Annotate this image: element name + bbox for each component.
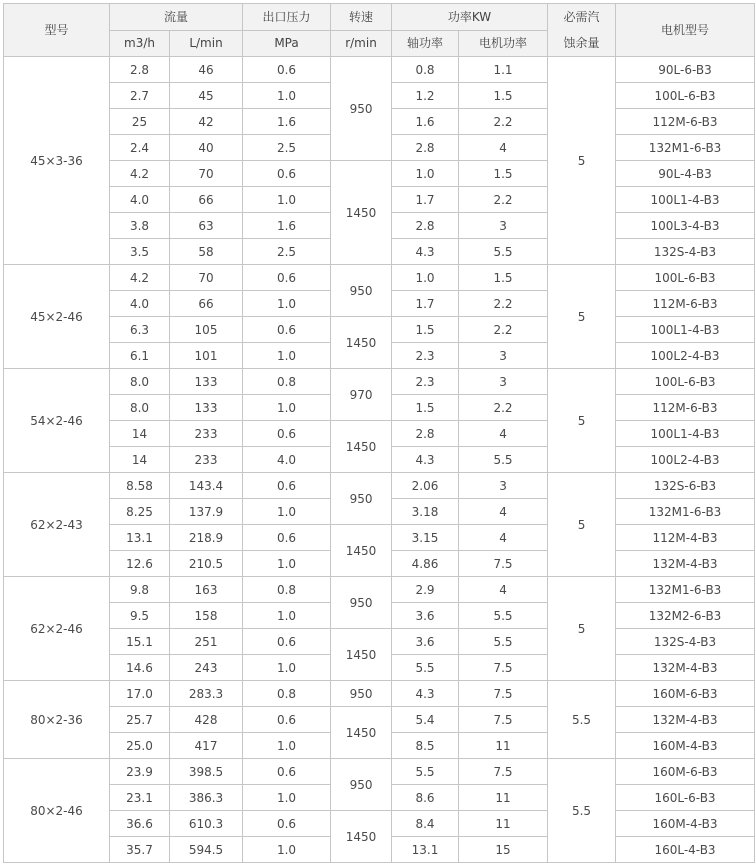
cell-shaft-power: 4.3 (392, 239, 459, 265)
cell-motor-model: 112M-6-B3 (616, 109, 755, 135)
cell-shaft-power: 4.86 (392, 551, 459, 577)
cell-shaft-power: 1.0 (392, 161, 459, 187)
cell-shaft-power: 4.3 (392, 447, 459, 473)
cell-flow-lmin: 40 (170, 135, 243, 161)
cell-flow-lmin: 137.9 (170, 499, 243, 525)
cell-model: 45×2-46 (4, 265, 110, 369)
cell-flow-m3h: 4.2 (110, 265, 170, 291)
header-shaft-power: 轴功率 (392, 30, 459, 57)
cell-flow-lmin: 133 (170, 369, 243, 395)
cell-shaft-power: 2.8 (392, 421, 459, 447)
header-speed-unit: r/min (331, 30, 392, 57)
cell-speed: 950 (331, 265, 392, 317)
cell-motor-model: 112M-4-B3 (616, 525, 755, 551)
cell-flow-m3h: 15.1 (110, 629, 170, 655)
cell-flow-lmin: 233 (170, 421, 243, 447)
cell-shaft-power: 1.0 (392, 265, 459, 291)
cell-pressure: 0.6 (243, 317, 331, 343)
cell-shaft-power: 2.3 (392, 343, 459, 369)
cell-pressure: 1.0 (243, 187, 331, 213)
cell-npsh: 5.5 (548, 759, 616, 863)
cell-flow-m3h: 13.1 (110, 525, 170, 551)
cell-motor-power: 2.2 (459, 317, 548, 343)
cell-flow-lmin: 283.3 (170, 681, 243, 707)
cell-motor-power: 3 (459, 343, 548, 369)
cell-flow-lmin: 158 (170, 603, 243, 629)
cell-pressure: 0.6 (243, 57, 331, 83)
cell-speed: 950 (331, 473, 392, 525)
cell-motor-power: 4 (459, 577, 548, 603)
cell-motor-power: 1.5 (459, 83, 548, 109)
cell-speed: 1450 (331, 707, 392, 759)
cell-motor-power: 11 (459, 785, 548, 811)
cell-motor-model: 100L2-4-B3 (616, 343, 755, 369)
cell-flow-m3h: 8.58 (110, 473, 170, 499)
cell-pressure: 1.0 (243, 343, 331, 369)
table-row (4, 161, 755, 187)
cell-pressure: 1.6 (243, 213, 331, 239)
cell-model: 54×2-46 (4, 369, 110, 473)
cell-motor-power: 7.5 (459, 759, 548, 785)
cell-shaft-power: 3.6 (392, 629, 459, 655)
cell-pressure: 0.6 (243, 811, 331, 837)
cell-motor-power: 3 (459, 473, 548, 499)
cell-pressure: 1.0 (243, 83, 331, 109)
cell-pressure: 0.8 (243, 577, 331, 603)
cell-npsh: 5 (548, 57, 616, 265)
table-row (4, 811, 755, 837)
cell-shaft-power: 8.4 (392, 811, 459, 837)
cell-motor-model: 132M2-6-B3 (616, 603, 755, 629)
cell-pressure: 4.0 (243, 447, 331, 473)
cell-motor-model: 100L3-4-B3 (616, 213, 755, 239)
cell-motor-power: 2.2 (459, 291, 548, 317)
cell-pressure: 0.8 (243, 681, 331, 707)
cell-pressure: 0.6 (243, 265, 331, 291)
table-row (4, 707, 755, 733)
cell-motor-power: 4 (459, 135, 548, 161)
cell-flow-lmin: 45 (170, 83, 243, 109)
cell-motor-model: 100L-6-B3 (616, 83, 755, 109)
cell-motor-power: 2.2 (459, 187, 548, 213)
cell-motor-power: 5.5 (459, 239, 548, 265)
cell-flow-lmin: 386.3 (170, 785, 243, 811)
header-npsh-line2: 蚀余量 (563, 36, 600, 50)
cell-pressure: 0.6 (243, 629, 331, 655)
cell-shaft-power: 0.8 (392, 57, 459, 83)
cell-motor-model: 132S-6-B3 (616, 473, 755, 499)
header-power: 功率KW (392, 4, 548, 31)
cell-shaft-power: 1.5 (392, 395, 459, 421)
cell-shaft-power: 13.1 (392, 837, 459, 863)
table-header (4, 4, 755, 57)
cell-flow-m3h: 25.0 (110, 733, 170, 759)
header-flow-m3h: m3/h (110, 30, 170, 57)
cell-motor-power: 5.5 (459, 447, 548, 473)
table-row (4, 473, 755, 499)
cell-pressure: 1.0 (243, 291, 331, 317)
cell-flow-m3h: 3.8 (110, 213, 170, 239)
cell-npsh: 5.5 (548, 681, 616, 759)
cell-shaft-power: 1.7 (392, 187, 459, 213)
cell-shaft-power: 2.9 (392, 577, 459, 603)
cell-flow-lmin: 610.3 (170, 811, 243, 837)
cell-flow-m3h: 14 (110, 447, 170, 473)
cell-motor-model: 100L1-4-B3 (616, 421, 755, 447)
cell-motor-power: 11 (459, 733, 548, 759)
cell-flow-lmin: 42 (170, 109, 243, 135)
cell-pressure: 1.0 (243, 837, 331, 863)
cell-flow-lmin: 398.5 (170, 759, 243, 785)
cell-motor-power: 7.5 (459, 707, 548, 733)
table-row (4, 577, 755, 603)
cell-shaft-power: 5.5 (392, 655, 459, 681)
cell-flow-lmin: 210.5 (170, 551, 243, 577)
cell-flow-m3h: 35.7 (110, 837, 170, 863)
cell-pressure: 0.6 (243, 161, 331, 187)
cell-motor-power: 4 (459, 525, 548, 551)
cell-motor-power: 5.5 (459, 603, 548, 629)
cell-npsh: 5 (548, 577, 616, 681)
table-row (4, 525, 755, 551)
cell-flow-lmin: 66 (170, 187, 243, 213)
cell-pressure: 2.5 (243, 135, 331, 161)
header-npsh-line1: 必需汽 (563, 10, 600, 24)
cell-motor-power: 4 (459, 421, 548, 447)
header-pressure-unit: MPa (243, 30, 331, 57)
cell-motor-model: 100L1-4-B3 (616, 187, 755, 213)
cell-motor-model: 90L-6-B3 (616, 57, 755, 83)
cell-shaft-power: 2.3 (392, 369, 459, 395)
cell-shaft-power: 3.15 (392, 525, 459, 551)
cell-flow-lmin: 243 (170, 655, 243, 681)
cell-shaft-power: 1.6 (392, 109, 459, 135)
table-row (4, 421, 755, 447)
header-motor-power: 电机功率 (459, 30, 548, 57)
cell-motor-model: 100L1-4-B3 (616, 317, 755, 343)
cell-motor-model: 132M1-6-B3 (616, 577, 755, 603)
cell-shaft-power: 1.7 (392, 291, 459, 317)
header-motor-model: 电机型号 (616, 4, 755, 57)
table-row (4, 629, 755, 655)
cell-flow-m3h: 36.6 (110, 811, 170, 837)
cell-shaft-power: 2.8 (392, 213, 459, 239)
cell-shaft-power: 5.4 (392, 707, 459, 733)
cell-flow-m3h: 23.9 (110, 759, 170, 785)
cell-speed: 1450 (331, 161, 392, 265)
cell-shaft-power: 8.5 (392, 733, 459, 759)
cell-motor-model: 160M-4-B3 (616, 811, 755, 837)
cell-flow-m3h: 4.2 (110, 161, 170, 187)
cell-pressure: 1.0 (243, 499, 331, 525)
cell-shaft-power: 8.6 (392, 785, 459, 811)
cell-motor-model: 160M-6-B3 (616, 759, 755, 785)
cell-speed: 1450 (331, 525, 392, 577)
table-row (4, 57, 755, 83)
cell-motor-power: 1.5 (459, 265, 548, 291)
cell-flow-m3h: 8.0 (110, 395, 170, 421)
header-speed: 转速 (331, 4, 392, 31)
header-pressure: 出口压力 (243, 4, 331, 31)
cell-flow-lmin: 46 (170, 57, 243, 83)
cell-motor-power: 7.5 (459, 655, 548, 681)
cell-motor-model: 160L-6-B3 (616, 785, 755, 811)
cell-speed: 1450 (331, 811, 392, 863)
cell-shaft-power: 3.6 (392, 603, 459, 629)
cell-flow-lmin: 428 (170, 707, 243, 733)
cell-flow-lmin: 63 (170, 213, 243, 239)
cell-flow-lmin: 163 (170, 577, 243, 603)
cell-pressure: 1.0 (243, 603, 331, 629)
cell-flow-lmin: 66 (170, 291, 243, 317)
cell-motor-power: 7.5 (459, 551, 548, 577)
cell-motor-power: 5.5 (459, 629, 548, 655)
cell-flow-lmin: 133 (170, 395, 243, 421)
cell-flow-lmin: 70 (170, 265, 243, 291)
cell-motor-model: 112M-6-B3 (616, 291, 755, 317)
cell-motor-power: 2.2 (459, 395, 548, 421)
cell-flow-m3h: 4.0 (110, 291, 170, 317)
cell-pressure: 1.0 (243, 655, 331, 681)
header-model: 型号 (4, 4, 110, 57)
cell-shaft-power: 5.5 (392, 759, 459, 785)
cell-speed: 970 (331, 369, 392, 421)
cell-pressure: 0.8 (243, 369, 331, 395)
cell-flow-lmin: 233 (170, 447, 243, 473)
cell-flow-lmin: 105 (170, 317, 243, 343)
cell-motor-model: 100L-6-B3 (616, 265, 755, 291)
cell-speed: 1450 (331, 421, 392, 473)
cell-pressure: 1.6 (243, 109, 331, 135)
cell-motor-model: 132M1-6-B3 (616, 499, 755, 525)
cell-pressure: 0.6 (243, 707, 331, 733)
cell-flow-m3h: 14.6 (110, 655, 170, 681)
pump-spec-table (3, 3, 755, 863)
cell-flow-m3h: 9.8 (110, 577, 170, 603)
cell-pressure: 0.6 (243, 759, 331, 785)
cell-model: 45×3-36 (4, 57, 110, 265)
cell-model: 62×2-43 (4, 473, 110, 577)
cell-motor-model: 132M1-6-B3 (616, 135, 755, 161)
cell-flow-m3h: 2.4 (110, 135, 170, 161)
cell-model: 80×2-46 (4, 759, 110, 863)
cell-flow-m3h: 2.8 (110, 57, 170, 83)
cell-npsh: 5 (548, 265, 616, 369)
cell-motor-model: 132M-4-B3 (616, 707, 755, 733)
cell-motor-power: 2.2 (459, 109, 548, 135)
cell-pressure: 0.6 (243, 421, 331, 447)
cell-motor-model: 160L-4-B3 (616, 837, 755, 863)
table-row (4, 265, 755, 291)
cell-flow-m3h: 6.1 (110, 343, 170, 369)
cell-motor-model: 132M-4-B3 (616, 551, 755, 577)
cell-npsh: 5 (548, 473, 616, 577)
cell-motor-model: 160M-4-B3 (616, 733, 755, 759)
cell-flow-m3h: 14 (110, 421, 170, 447)
cell-pressure: 1.0 (243, 551, 331, 577)
cell-pressure: 2.5 (243, 239, 331, 265)
cell-speed: 1450 (331, 317, 392, 369)
table-body (4, 57, 755, 863)
cell-flow-m3h: 12.6 (110, 551, 170, 577)
header-npsh (548, 4, 616, 57)
cell-shaft-power: 2.06 (392, 473, 459, 499)
cell-motor-power: 1.5 (459, 161, 548, 187)
cell-pressure: 1.0 (243, 785, 331, 811)
cell-flow-m3h: 9.5 (110, 603, 170, 629)
table-row (4, 369, 755, 395)
cell-flow-lmin: 417 (170, 733, 243, 759)
cell-shaft-power: 4.3 (392, 681, 459, 707)
cell-motor-model: 132S-4-B3 (616, 629, 755, 655)
cell-pressure: 0.6 (243, 473, 331, 499)
cell-flow-m3h: 8.25 (110, 499, 170, 525)
cell-speed: 950 (331, 577, 392, 629)
cell-motor-power: 11 (459, 811, 548, 837)
cell-pressure: 0.6 (243, 525, 331, 551)
cell-pressure: 1.0 (243, 733, 331, 759)
cell-speed: 1450 (331, 629, 392, 681)
table-row (4, 317, 755, 343)
table-row (4, 681, 755, 707)
cell-motor-model: 100L2-4-B3 (616, 447, 755, 473)
cell-motor-power: 3 (459, 369, 548, 395)
cell-motor-model: 160M-6-B3 (616, 681, 755, 707)
cell-model: 62×2-46 (4, 577, 110, 681)
cell-flow-m3h: 8.0 (110, 369, 170, 395)
cell-flow-m3h: 6.3 (110, 317, 170, 343)
cell-motor-power: 7.5 (459, 681, 548, 707)
cell-flow-lmin: 101 (170, 343, 243, 369)
cell-speed: 950 (331, 57, 392, 161)
cell-flow-lmin: 251 (170, 629, 243, 655)
cell-flow-lmin: 143.4 (170, 473, 243, 499)
cell-flow-m3h: 3.5 (110, 239, 170, 265)
cell-flow-lmin: 70 (170, 161, 243, 187)
cell-motor-model: 112M-6-B3 (616, 395, 755, 421)
cell-flow-m3h: 23.1 (110, 785, 170, 811)
cell-motor-model: 132M-4-B3 (616, 655, 755, 681)
cell-model: 80×2-36 (4, 681, 110, 759)
cell-pressure: 1.0 (243, 395, 331, 421)
cell-flow-m3h: 4.0 (110, 187, 170, 213)
header-flow: 流量 (110, 4, 243, 31)
cell-npsh: 5 (548, 369, 616, 473)
cell-shaft-power: 1.5 (392, 317, 459, 343)
cell-motor-model: 100L-6-B3 (616, 369, 755, 395)
cell-motor-power: 1.1 (459, 57, 548, 83)
cell-flow-lmin: 58 (170, 239, 243, 265)
cell-motor-model: 90L-4-B3 (616, 161, 755, 187)
cell-flow-m3h: 25 (110, 109, 170, 135)
cell-flow-m3h: 25.7 (110, 707, 170, 733)
table-row (4, 759, 755, 785)
cell-speed: 950 (331, 681, 392, 707)
cell-shaft-power: 3.18 (392, 499, 459, 525)
cell-flow-m3h: 2.7 (110, 83, 170, 109)
cell-motor-power: 3 (459, 213, 548, 239)
cell-flow-lmin: 594.5 (170, 837, 243, 863)
cell-speed: 950 (331, 759, 392, 811)
cell-flow-m3h: 17.0 (110, 681, 170, 707)
cell-motor-power: 4 (459, 499, 548, 525)
header-flow-lmin: L/min (170, 30, 243, 57)
header-row-top (4, 4, 755, 31)
cell-shaft-power: 1.2 (392, 83, 459, 109)
cell-shaft-power: 2.8 (392, 135, 459, 161)
cell-flow-lmin: 218.9 (170, 525, 243, 551)
cell-motor-power: 15 (459, 837, 548, 863)
cell-motor-model: 132S-4-B3 (616, 239, 755, 265)
